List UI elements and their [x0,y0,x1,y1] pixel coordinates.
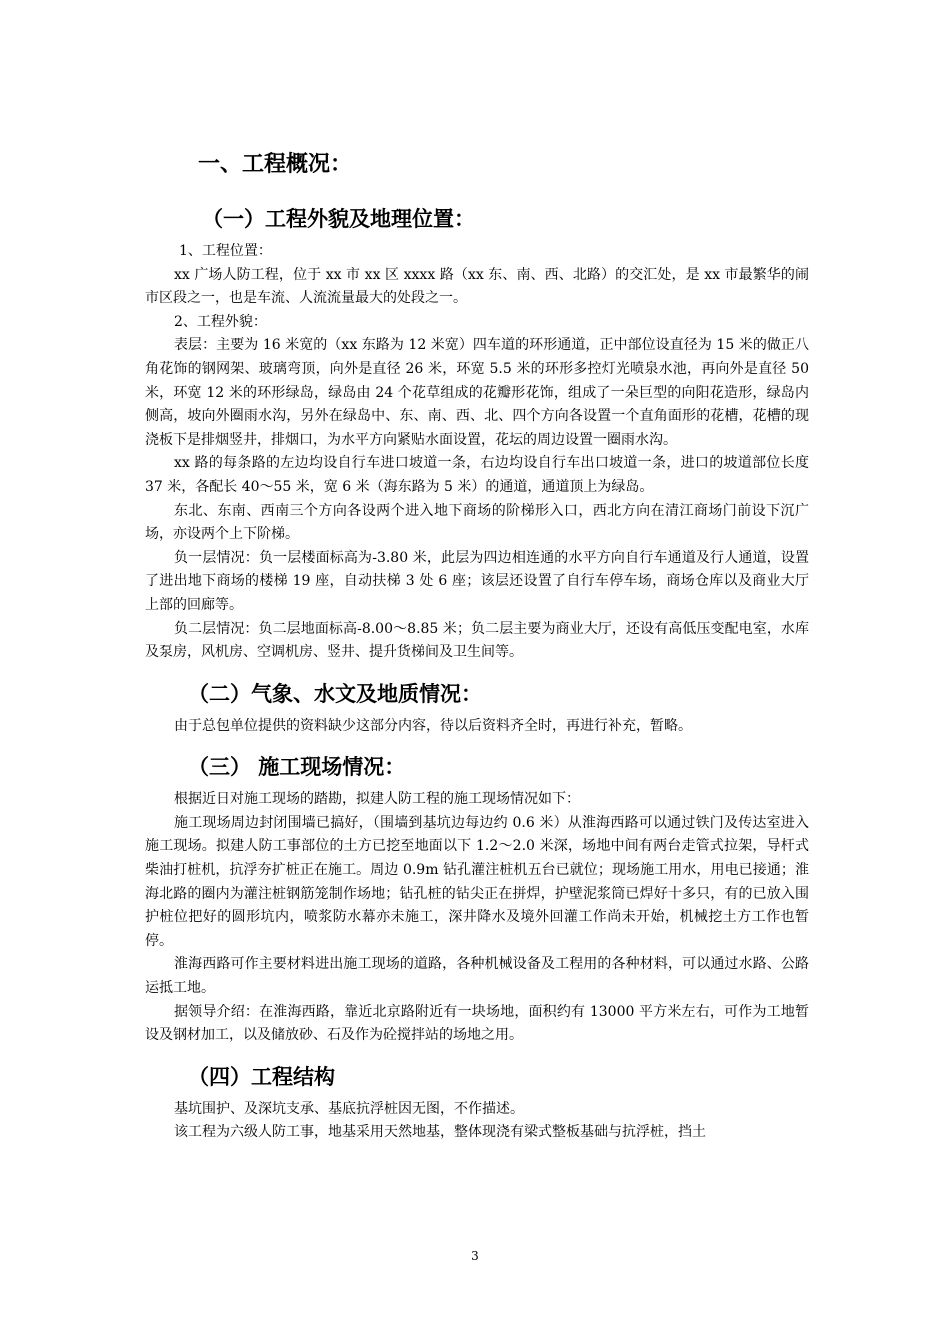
paragraph-site-intro: 根据近日对施工现场的踏勘，拟建人防工程的施工现场情况如下： [174,791,580,808]
paragraph-structure-foundation: 该工程为六级人防工事，地基采用天然地基，整体现浇有梁式整板基础与抗浮桩，挡土 [174,1124,706,1141]
paragraph-location: xx 广场人防工程，位于 xx 市 xx 区 xxxx 路（xx 东、南、西、北路）的交汇处，是 xx 市最繁华的闹市区段之一，也是车流、人流流量最大的处段之一。 [145,266,809,307]
subsection-heading-structure: （四）工程结构 [188,1064,335,1089]
paragraph-site-access: 淮海西路可作主要材料进出施工现场的道路，各种机械设备及工程用的各种材料，可以通过水路、公路运抵工地。 [145,956,809,997]
paragraph-weather-geology: 由于总包单位提供的资料缺少这部分内容，待以后资料齐全时，再进行补充，暂略。 [174,717,692,734]
paragraph-bicycle-ramps: xx 路的每条路的左边均设自行车进口坡道一条，右边均设自行车出口坡道一条，进口的坡道部位长度 37 米，各配长 40～55 米，宽 6 米（海东路为 5 米）的通道，通道顶上为绿岛。 [145,455,809,495]
section-heading-overview: 一、工程概况： [198,152,353,177]
paragraph-surface: 表层：主要为 16 米宽的（xx 东路为 12 米宽）四车道的环形通道，正中部位设直径为 15 米的做正八角花饰的钢网架、玻璃弯顶，向外是直径 26 米，环宽 5.5 米的环形多控灯光喷泉水池，再向外是直径 50 米，环宽 12 米的环形绿岛，绿岛由 24 个花草组成的花瓣形花饰，组成了一朵巨型的向阳花造形，绿岛内侧高，坡向外圈雨水沟，另外在绿岛中、东、南、西、北、四个方向各设置一个直角面形的花槽，花槽的现浇板下是排烟竖井，排烟口，为水平方向紧贴水面设置，花坛的周边设置一圈雨水沟。 [145,337,809,448]
paragraph-basement-1: 负一层情况：负一层楼面标高为-3.80 米，此层为四边相连通的水平方向自行车通道及行人通道，设置了进出地下商场的楼梯 19 座，自动扶梯 3 处 6 座；该层还设置了自行车停车场，商场仓库以及商业大厅上部的回廊等。 [145,549,809,613]
subsection-heading-appearance-location: （一）工程外貌及地理位置： [202,207,475,231]
item-label-appearance: 2、工程外貌： [174,313,267,330]
paragraph-basement-2: 负二层情况：负二层地面标高-8.00～8.85 米；负二层主要为商业大厅，还设有高低压变配电室，水库及泵房，风机房、空调机房、竖井、提升货梯间及卫生间等。 [145,620,809,661]
document-body [145,140,809,1145]
paragraph-structure-pit: 基坑围护、及深坑支承、基底抗浮桩因无图，不作描述。 [174,1100,524,1117]
paragraph-site-status: 施工现场周边封闭围墙已搞好，（围墙到基坑边每边约 0.6 米）从淮海西路可以通过铁门及传达室进入施工现场。拟建人防工事部位的土方已挖至地面以下 1.2～2.0 米深，场地中间有两台走管式拉架，导杆式柴油打桩机，抗浮夯扩桩正在施工。周边 0.9m 钻孔灌注桩机五台已就位；现场施工用水，用电已接通；淮海北路的圈内为灌注桩钢筋笼制作场地；钻孔桩的钻尖正在拼焊，护壁泥浆筒已焊好十多只，有的已放入围护桩位把好的圆形坑内，喷浆防水幕亦未施工，深井降水及境外回灌工作尚未开始，机械挖土方工作也暂停。 [145,814,809,949]
paragraph-entrances: 东北、东南、西南三个方向各设两个进入地下商场的阶梯形入口，西北方向在清江商场门前设下沉广场，亦设两个上下阶梯。 [145,502,809,543]
paragraph-site-yard: 据领导介绍：在淮海西路，靠近北京路附近有一块场地，面积约有 13000 平方米左右，可作为工地暂设及钢材加工，以及储放砂、石及作为砼搅拌站的场地之用。 [145,1003,809,1044]
subsection-heading-site-conditions: （三） 施工现场情况： [188,755,406,780]
item-label-location: 1、工程位置： [179,243,272,259]
page-number: 3 [471,1249,479,1263]
subsection-heading-weather-geology: （二）气象、水文及地质情况： [188,681,482,706]
